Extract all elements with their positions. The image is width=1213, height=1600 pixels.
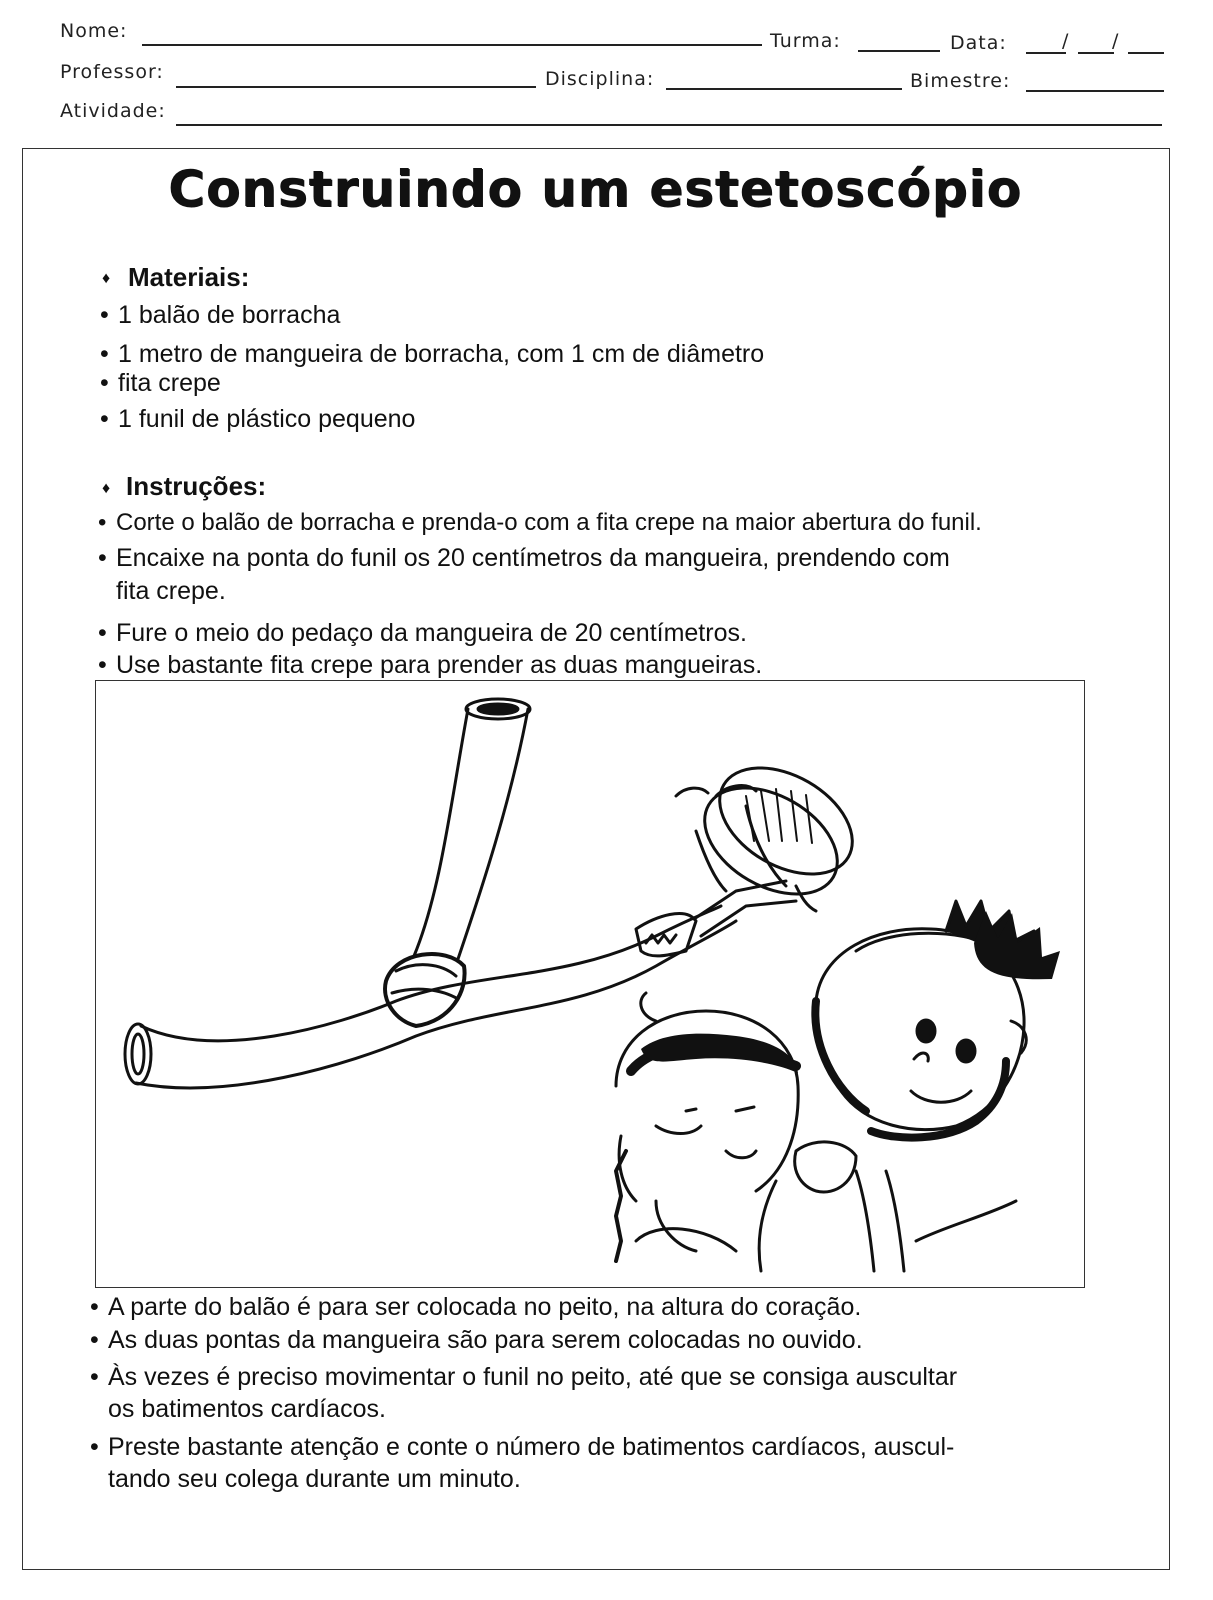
list-item: • A parte do balão é para ser colocada no peito, na altura do coração. bbox=[90, 1293, 862, 1321]
atividade-label: Atividade: bbox=[60, 100, 166, 122]
data-label: Data: bbox=[950, 32, 1007, 54]
data-day-field[interactable] bbox=[1026, 52, 1066, 54]
atividade-field[interactable] bbox=[176, 124, 1162, 126]
list-item: • Corte o balão de borracha e prenda-o com a fita crepe na maior abertura do funil. bbox=[98, 509, 982, 536]
list-item-continuation: tando seu colega durante um minuto. bbox=[108, 1465, 521, 1493]
data-slash-2: / bbox=[1112, 30, 1120, 52]
data-month-field[interactable] bbox=[1078, 52, 1114, 54]
bimestre-field[interactable] bbox=[1026, 90, 1164, 92]
data-slash-1: / bbox=[1062, 30, 1070, 52]
list-item: • fita crepe bbox=[100, 369, 221, 397]
list-item-continuation: fita crepe. bbox=[116, 577, 226, 605]
materials-diamond-icon: ♦ bbox=[102, 270, 111, 287]
disciplina-field[interactable] bbox=[666, 88, 902, 90]
stethoscope-illustration bbox=[95, 680, 1085, 1288]
turma-field[interactable] bbox=[858, 50, 940, 52]
list-item: • Use bastante fita crepe para prender as duas mangueiras. bbox=[98, 651, 763, 679]
list-item: • Fure o meio do pedaço da mangueira de 20 centímetros. bbox=[98, 619, 747, 647]
materials-heading: Materiais: bbox=[128, 262, 250, 292]
professor-field[interactable] bbox=[176, 86, 536, 88]
list-item: • 1 metro de mangueira de borracha, com 1 cm de diâmetro bbox=[100, 340, 765, 368]
list-item: • 1 funil de plástico pequeno bbox=[100, 405, 416, 433]
instructions-diamond-icon: ♦ bbox=[102, 480, 111, 497]
nome-field[interactable] bbox=[142, 44, 762, 46]
list-item-continuation: os batimentos cardíacos. bbox=[108, 1395, 386, 1423]
page-title: Construindo um estetoscópio bbox=[168, 160, 1022, 218]
list-item: • Às vezes é preciso movimentar o funil no peito, até que se consiga auscultar bbox=[90, 1363, 958, 1391]
instructions-heading: Instruções: bbox=[126, 471, 267, 501]
stethoscope-drawing-icon bbox=[96, 681, 1084, 1287]
nome-label: Nome: bbox=[60, 20, 128, 42]
list-item: • As duas pontas da mangueira são para serem colocadas no ouvido. bbox=[90, 1326, 863, 1354]
list-item: • Preste bastante atenção e conte o número de batimentos cardíacos, auscul- bbox=[90, 1433, 955, 1461]
disciplina-label: Disciplina: bbox=[545, 68, 655, 90]
data-year-field[interactable] bbox=[1128, 52, 1164, 54]
list-item: • 1 balão de borracha bbox=[100, 301, 341, 329]
bimestre-label: Bimestre: bbox=[910, 70, 1011, 92]
list-item: • Encaixe na ponta do funil os 20 centímetros da mangueira, prendendo com bbox=[98, 544, 950, 572]
turma-label: Turma: bbox=[770, 30, 841, 52]
professor-label: Professor: bbox=[60, 61, 164, 83]
